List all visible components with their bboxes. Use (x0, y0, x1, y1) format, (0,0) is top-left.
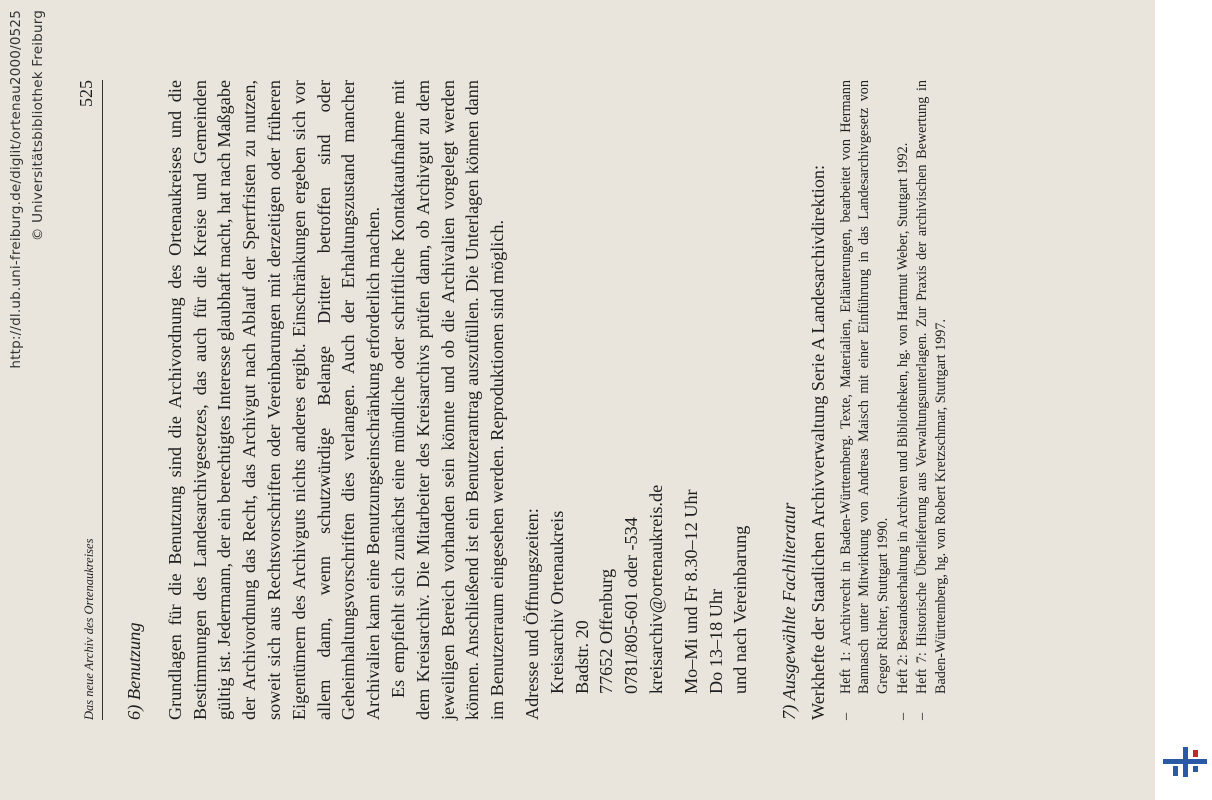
list-dash: – (894, 712, 911, 720)
hours-line: und nach Vereinbarung (730, 525, 751, 694)
address-email: kreisarchiv@ortenaukreis.de (645, 484, 666, 694)
hours-line: Mo–Mi und Fr 8.30–12 Uhr (680, 489, 701, 694)
section-heading-fachliteratur: 7) Ausgewählte Fachliteratur (779, 502, 800, 720)
literature-entry: Heft 2: Bestandserhaltung in Archiven und Bibliotheken, hg. von Hartmut Weber, Stuttgart 1992. (894, 142, 911, 694)
logo-accent (1193, 750, 1198, 757)
paragraph-benutzung-2: Es empfiehlt sich zunächst eine mündliche oder schriftliche Kontaktaufnahme mit dem Kreisarchiv. Die Mitarbeiter des Kreisarchivs prüfen dann, ob Archivgut zu dem jeweiligen Bereich vorhanden sein könnte und ob die Archivalien vorgelegt werden können. Anschließend ist ein Benutzerantrag auszufüllen. Die Unterlagen können dann im Benutzerraum eingesehen werden. Reproduktionen sind möglich. (387, 80, 508, 720)
library-logo-icon (1163, 746, 1207, 780)
sidebar-text (0, 0, 57, 800)
page-content (122, 80, 951, 720)
logo-stem (1183, 747, 1188, 777)
address-line: Badstr. 20 (571, 620, 592, 694)
logo-block (1193, 766, 1198, 772)
section-heading-benutzung: 6) Benutzung (124, 622, 144, 720)
source-url[interactable]: http://dl.ub.uni-freiburg.de/diglit/ortenau2000/0525 (8, 10, 24, 369)
page-header (76, 80, 103, 720)
literature-list (837, 80, 951, 720)
opening-hours (679, 80, 753, 694)
list-dash: – (837, 712, 854, 720)
list-item (837, 80, 893, 720)
logo-block (1173, 766, 1178, 776)
literature-intro: Werkhefte der Staatlichen Archivverwaltung Serie A Landesarchivdirektion: (807, 164, 828, 720)
address-title: Adresse und Öffnungszeiten: (521, 508, 542, 720)
list-dash: – (914, 712, 931, 720)
address-line: Kreisarchiv Ortenaukreis (546, 510, 567, 694)
page-number: 525 (76, 80, 96, 107)
copyright-notice: © Universitätsbibliothek Freiburg (30, 10, 46, 242)
address-block (545, 80, 753, 694)
hours-line: Do 13–18 Uhr (705, 588, 726, 694)
address-phone: 0781/805-601 oder -534 (621, 517, 642, 694)
address-line: 77652 Offenburg (596, 568, 617, 694)
list-item (913, 80, 950, 720)
literature-entry: Heft 7: Historische Überlieferung aus Verwaltungsunterlagen. Zur Praxis der archivischen Bewertung in Baden-Württemberg, hg. von Robert Kretzschmar, Stuttgart 1997. (914, 80, 949, 694)
literature-entry: Heft 1: Archivrecht in Baden-Württemberg. Texte, Materialien, Erläuterungen, bearbeitet von Hermann Bannasch unter Mitwirkung von Andreas Maisch mit einer Einführung in das Landesarchivgesetz von Gregor Richter, Stuttgart 1990. (837, 80, 891, 694)
library-sidebar (1155, 0, 1212, 800)
running-title: Das neue Archiv des Ortenaukreises (82, 538, 96, 720)
paragraph-benutzung-1: Grundlagen für die Benutzung sind die Archivordnung des Ortenaukreises und die Bestimmungen des Landesarchivgesetzes, das auch für die Kreise und Gemeinden gültig ist. Jedermann, der ein berechtigtes Interesse glaubhaft macht, hat nach Maßgabe der Archivordnung das Recht, das Archivgut nach Ablauf der Sperrfristen zu nutzen, soweit sich aus Rechtsvorschriften oder Vereinbarungen mit derzeitigen oder früheren Eigentümern des Archivguts nichts anderes ergibt. Einschränkungen ergeben sich vor allem dann, wenn schutzwürdige Belange Dritter betroffen sind oder Geheimhaltungsvorschriften dies verlangen. Auch der Erhaltungszustand mancher Archivalien kann eine Benutzungseinschränkung erforderlich machen. (164, 80, 384, 720)
list-item (894, 80, 913, 720)
